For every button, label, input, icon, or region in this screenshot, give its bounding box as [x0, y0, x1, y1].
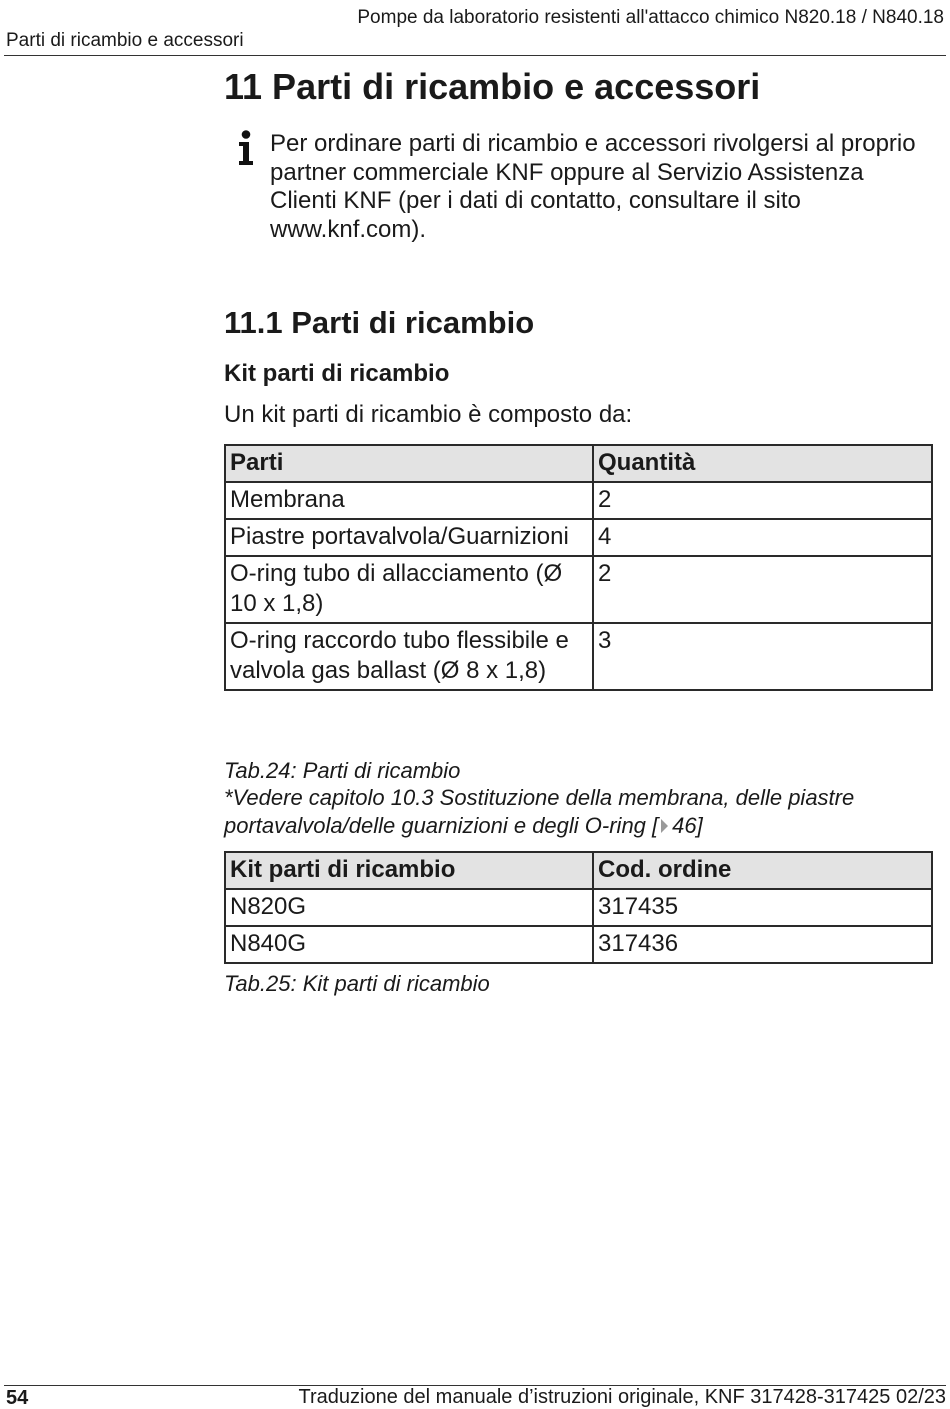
table-caption: Tab.24: Parti di ricambio: [224, 758, 461, 783]
quantity-cell: 4: [593, 519, 932, 556]
column-header-kit: Kit parti di ricambio: [225, 852, 593, 889]
header-divider: [4, 55, 946, 56]
column-header-parts: Parti: [225, 445, 593, 482]
spare-parts-kit-table: [224, 851, 933, 964]
info-note-text: Per ordinare parti di ricambio e accessori rivolgersi al proprio partner commerciale KNF oppure al Servizio Assistenza Clienti KNF (per i dati di contatto, consultare il sito www.knf.com).: [270, 130, 916, 243]
column-header-quantity: Quantità: [593, 445, 932, 482]
kit-name-cell: N820G: [225, 889, 593, 926]
chapter-title: 11 Parti di ricambio e accessori: [224, 66, 761, 107]
table-row: [225, 482, 932, 519]
page-number: 54: [6, 1387, 29, 1409]
order-code-cell: 317435: [593, 889, 932, 926]
subsection-title: Kit parti di ricambio: [224, 360, 450, 387]
running-header-right: Pompe da laboratorio resistenti all'attacco chimico N820.18 / N840.18: [357, 7, 944, 28]
running-header-left: Parti di ricambio e accessori: [6, 30, 244, 51]
part-name-cell: O-ring tubo di allacciamento (Ø 10 x 1,8): [225, 556, 593, 623]
footer-text: Traduzione del manuale d’istruzioni originale, KNF 317428-317425 02/23: [298, 1386, 946, 1408]
table-header-row: [225, 445, 932, 482]
table-row: [225, 623, 932, 690]
column-header-order-code: Cod. ordine: [593, 852, 932, 889]
table-row: [225, 889, 932, 926]
table-row: [225, 556, 932, 623]
table-header-row: [225, 852, 932, 889]
note-text: *Vedere capitolo 10.3 Sostituzione della membrana, delle piastre portavalvola/delle guarnizioni e degli O-ring [: [224, 785, 855, 838]
page-reference-link[interactable]: 46: [672, 812, 697, 838]
kit-name-cell: N840G: [225, 926, 593, 963]
spare-parts-table: [224, 444, 933, 691]
quantity-cell: 3: [593, 623, 932, 690]
note-bracket: ]: [696, 812, 703, 838]
info-icon: [236, 130, 256, 166]
quantity-cell: 2: [593, 556, 932, 623]
order-code-cell: 317436: [593, 926, 932, 963]
chapter-reference-note: [224, 784, 924, 839]
part-name-cell: O-ring raccordo tubo flessibile e valvola gas ballast (Ø 8 x 1,8): [225, 623, 593, 690]
quantity-cell: 2: [593, 482, 932, 519]
intro-text: Un kit parti di ricambio è composto da:: [224, 401, 633, 428]
part-name-cell: Membrana: [225, 482, 593, 519]
table-row: [225, 926, 932, 963]
arrow-right-icon: [661, 819, 668, 833]
table-row: [225, 519, 932, 556]
part-name-cell: Piastre portavalvola/Guarnizioni: [225, 519, 593, 556]
section-title: 11.1 Parti di ricambio: [224, 305, 535, 340]
table-caption: Tab.25: Kit parti di ricambio: [224, 971, 490, 996]
